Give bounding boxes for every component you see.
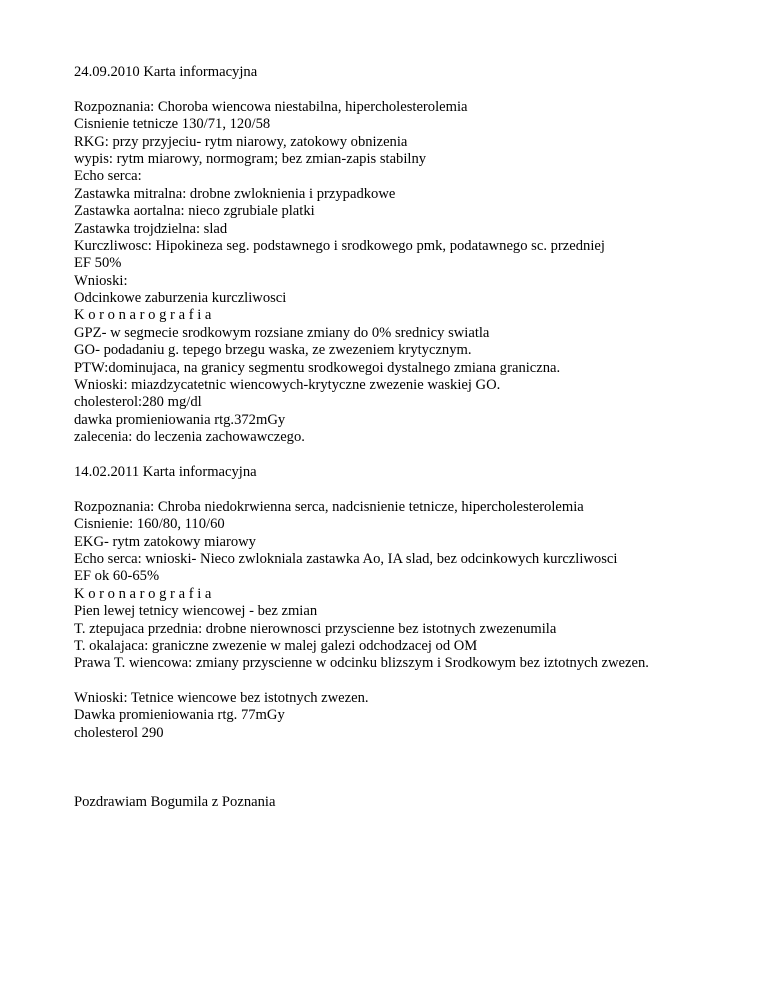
spacer <box>74 742 754 777</box>
spacer <box>74 447 754 464</box>
left-main-line: Pien lewej tetnicy wiencowej - bez zmian <box>74 603 318 620</box>
go-line: GO- podadaniu g. tepego brzegu waska, ze zwezeniem krytycznym. <box>74 342 472 359</box>
coronarography-heading: K o r o n a r o g r a f i a <box>74 307 212 324</box>
blood-pressure-line: Cisnienie tetnicze 130/71, 120/58 <box>74 116 271 133</box>
recommendations-line: zalecenia: do leczenia zachowawczego. <box>74 429 305 446</box>
discharge-line: wypis: rytm miarowy, normogram; bez zmian-zapis stabilny <box>74 150 427 167</box>
echo-heading-line: Echo serca: <box>74 168 142 185</box>
section-2-heading: 14.02.2011 Karta informacyjna <box>74 463 257 480</box>
cholesterol-line: cholesterol 290 <box>74 724 164 741</box>
cholesterol-line: cholesterol:280 mg/dl <box>74 394 202 411</box>
ekg-line: EKG- rytm zatokowy miarowy <box>74 533 256 550</box>
contractility-line: Kurczliwosc: Hipokineza seg. podstawnego i srodkowego pmk, podatawnego sc. przedniej <box>74 237 605 254</box>
radiation-dose-line: dawka promieniowania rtg.372mGy <box>74 411 286 428</box>
echo-line: Echo serca: wnioski- Nieco zwlokniala zastawka Ao, IA slad, bez odcinkowych kurczliwosci <box>74 550 618 567</box>
signature: Pozdrawiam Bogumila z Poznania <box>74 794 276 811</box>
diagnosis-line: Rozpoznania: Chroba niedokrwienna serca, nadcisnienie tetnicze, hipercholesterolemia <box>74 498 584 515</box>
spacer <box>74 481 754 498</box>
mitral-valve-line: Zastawka mitralna: drobne zwloknienia i przypadkowe <box>74 185 396 202</box>
rca-line: Prawa T. wiencowa: zmiany przyscienne w odcinku blizszym i Srodkowym bez iztotnych zwezen. <box>74 655 649 672</box>
coronary-conclusions-line: Wnioski: miazdzycatetnic wiencowych-krytyczne zwezenie waskiej GO. <box>74 377 501 394</box>
rkg-line: RKG: przy przyjeciu- rytm niarowy, zatokowy obnizenia <box>74 133 408 150</box>
coronarography-heading: K o r o n a r o g r a f i a <box>74 585 212 602</box>
tricuspid-valve-line: Zastawka trojdzielna: slad <box>74 220 228 237</box>
lad-line: T. ztepujaca przednia: drobne nierownosci przyscienne bez istotnych zwezenumila <box>74 620 557 637</box>
blood-pressure-line: Cisnienie: 160/80, 110/60 <box>74 516 225 533</box>
diagnosis-line: Rozpoznania: Choroba wiencowa niestabilna, hipercholesterolemia <box>74 98 468 115</box>
gpz-line: GPZ- w segmecie srodkowym rozsiane zmiany do 0% srednicy swiatla <box>74 324 490 341</box>
ef-line: EF 50% <box>74 255 122 272</box>
document-page <box>74 64 754 812</box>
final-conclusions-line: Wnioski: Tetnice wiencowe bez istotnych zwezen. <box>74 690 369 707</box>
ptw-line: PTW:dominujaca, na granicy segmentu srodkowegoi dystalnego zmiana graniczna. <box>74 359 561 376</box>
spacer <box>74 673 754 690</box>
radiation-dose-line: Dawka promieniowania rtg. 77mGy <box>74 707 285 724</box>
spacer <box>74 81 754 98</box>
section-1-heading: 24.09.2010 Karta informacyjna <box>74 64 258 80</box>
conclusions-heading-line: Wnioski: <box>74 272 128 289</box>
circumflex-line: T. okalajaca: graniczne zwezenie w malej galezi odchodzacej od OM <box>74 637 478 654</box>
spacer <box>74 777 754 794</box>
conclusions-line: Odcinkowe zaburzenia kurczliwosci <box>74 290 287 307</box>
aortic-valve-line: Zastawka aortalna: nieco zgrubiale platki <box>74 203 315 220</box>
ef-line: EF ok 60-65% <box>74 568 160 585</box>
